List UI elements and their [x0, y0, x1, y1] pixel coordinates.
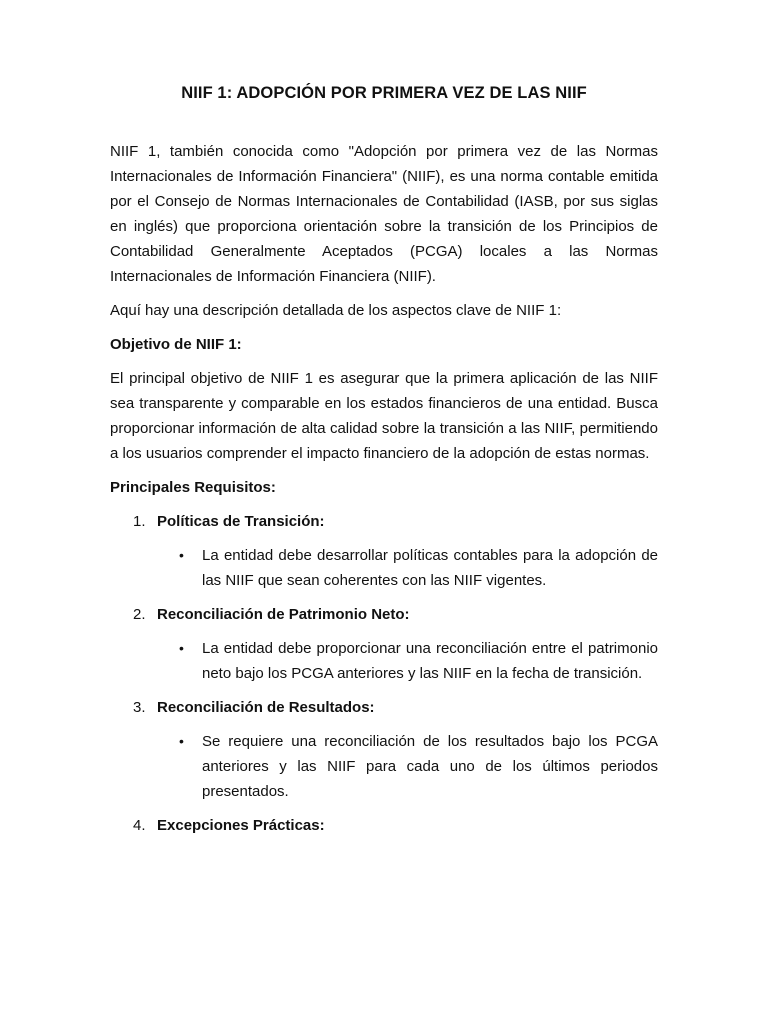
requirement-text: Se requiere una reconciliación de los resultados bajo los PCGA anteriores y las NIIF para cada uno de los últimos periodos presentados.	[202, 733, 658, 800]
requirement-text: La entidad debe proporcionar una reconciliación entre el patrimonio neto bajo los PCGA anteriores y las NIIF en la fecha de transición.	[202, 640, 658, 682]
requirement-bullet-1	[110, 543, 658, 593]
requirement-bullet-3	[110, 729, 658, 804]
requirement-item-2	[110, 602, 658, 627]
lead-paragraph: Aquí hay una descripción detallada de los aspectos clave de NIIF 1:	[110, 302, 562, 319]
requirement-title: Excepciones Prácticas:	[157, 817, 325, 834]
list-number: 1.	[133, 513, 146, 530]
requirement-bullet-2	[110, 636, 658, 686]
requirement-item-3	[110, 695, 658, 720]
bullet-icon: •	[179, 733, 184, 749]
requirement-title: Políticas de Transición:	[157, 513, 325, 530]
objective-heading: Objetivo de NIIF 1:	[110, 336, 242, 353]
list-number: 3.	[133, 699, 146, 716]
objective-paragraph: El principal objetivo de NIIF 1 es asegurar que la primera aplicación de las NIIF sea transparente y comparable en los estados financieros de una entidad. Busca proporcionar información de alta calidad sobre la transición a las NIIF, permitiendo a los usuarios comprender el impacto financiero de la adopción de estas normas.	[110, 370, 658, 462]
document-title: NIIF 1: ADOPCIÓN POR PRIMERA VEZ DE LAS NIIF	[181, 84, 587, 102]
requirement-title: Reconciliación de Resultados:	[157, 699, 375, 716]
bullet-icon: •	[179, 640, 184, 656]
requirement-item-4	[110, 813, 658, 838]
intro-paragraph: NIIF 1, también conocida como "Adopción por primera vez de las Normas Internacionales de Información Financiera" (NIIF), es una norma contable emitida por el Consejo de Normas Internacionales de Contabilidad (IASB, por sus siglas en inglés) que proporciona orientación sobre la transición de los Principios de Contabilidad Generalmente Aceptados (PCGA) locales a las Normas Internacionales de Información Financiera (NIIF).	[110, 143, 658, 285]
list-number: 2.	[133, 606, 146, 623]
list-number: 4.	[133, 817, 146, 834]
requirements-heading: Principales Requisitos:	[110, 479, 276, 496]
requirement-title: Reconciliación de Patrimonio Neto:	[157, 606, 410, 623]
bullet-icon: •	[179, 547, 184, 563]
requirement-item-1	[110, 509, 658, 534]
requirement-text: La entidad debe desarrollar políticas contables para la adopción de las NIIF que sean coherentes con las NIIF vigentes.	[202, 547, 658, 589]
